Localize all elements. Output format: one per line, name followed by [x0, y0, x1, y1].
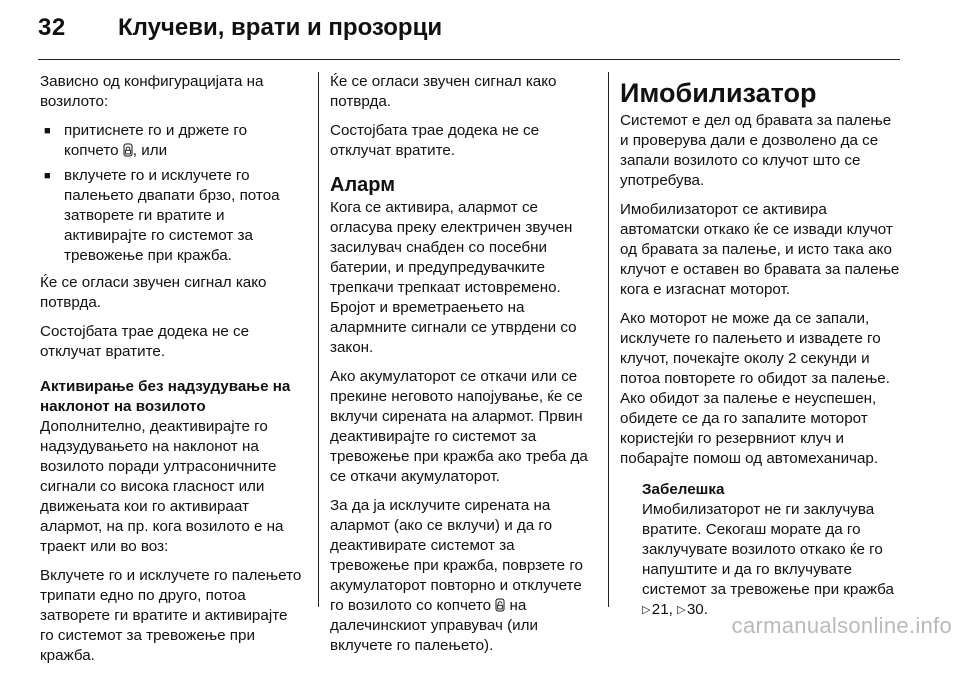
page-ref-arrow-icon: ▷ [677, 604, 686, 616]
note-block [642, 480, 902, 620]
state-paragraph: Состојбата трае додека не се отклучат вратите. [40, 323, 250, 360]
column-divider-2 [608, 72, 609, 607]
start-paragraph: Ако моторот не може да се запали, исклучете го палењето и извадете го клучот, почекајте околу 2 секунди и потоа повторете го обидот за палење. Ако обидот за палење е неуспешен, обидете се да го запалите моторот користејќи го резервниот клуч и побарајте помош од автомеханичар. [620, 310, 890, 467]
bullet-list [40, 121, 302, 266]
section-heading-alarm: Аларм [330, 174, 396, 196]
column-2 [330, 72, 592, 665]
watermark: carmanualsonline.info [731, 613, 952, 638]
header-rule [38, 59, 900, 60]
bullet-1-text-after: , или [132, 142, 168, 159]
ref-separator: , [668, 601, 678, 618]
page-title: Клучеви, врати и прозорци [118, 14, 443, 41]
column-divider-1 [318, 72, 319, 607]
bullet-item-2: ■ вклучете го и исклучете го палењето двапати брзо, потоа затворете ги вратите и активирајте го системот за тревожење при кражба. [40, 166, 302, 266]
siren-text-before: За да ја исклучите сирената на алармот (ако се вклучи) и да го деактивирате системот за тревожење при кражба, поврзете го акумулаторот повторно и отклучете го возилото со копчето [330, 497, 583, 614]
bullet-item-1 [40, 121, 302, 161]
note-body: Имобилизаторот не ги заклучува вратите. Секогаш морате да го заклучувате возилото откако ќе го напуштите и да го вклучувате системот за тревожење при кражба [642, 501, 894, 598]
note-title: Забелешка [642, 481, 725, 498]
page-number: 32 [38, 14, 66, 41]
page-ref-2[interactable]: 30 [686, 601, 704, 618]
sound-paragraph: Ќе се огласи звучен сигнал како потврда. [40, 274, 267, 311]
unlock-key-icon [495, 598, 505, 612]
page-ref-arrow-icon: ▷ [642, 604, 651, 616]
page-ref-1[interactable]: 21 [651, 601, 669, 618]
sound-paragraph: Ќе се огласи звучен сигнал како потврда. [330, 73, 557, 110]
note-end: . [703, 601, 708, 618]
bullet-1-text-before: притиснете го и држете го копчето [64, 122, 248, 159]
auto-paragraph: Имобилизаторот се активира автоматски откако ќе се извади клучот од бравата за палење, и исто така ако клучот е оставен во бравата за палење кога е изгаснат моторот. [620, 201, 900, 298]
alarm-paragraph: Кога се активира, алармот се огласува преку електричен звучен засилувач снабден со посебни батерии, и предупредувачките трепкачи трепкаат истовремено. Бројот и времетраењето на алармните сигнали се утврдени со закон. [330, 199, 577, 356]
note-text [642, 500, 902, 620]
toggle-paragraph: Вклучете го и исклучете го палењето трипати едно по друго, потоа затворете ги вратите и активирајте го системот за тревожење при кражба. [40, 567, 302, 664]
siren-paragraph [330, 496, 592, 656]
battery-paragraph: Ако акумулаторот се откачи или се прекине неговото напојување, ќе се вклучи сирената на алармот. Првин деактивирајте го системот за тревожење при кражба ако треба да се откачи акумулаторот. [330, 368, 588, 485]
intro-paragraph: Зависно од конфигурацијата на возилото: [40, 73, 264, 110]
column-3 [620, 72, 902, 620]
lock-key-icon [123, 143, 133, 157]
additional-paragraph: Дополнително, деактивирајте го надзудувањето на наклонот на возилото поради ултрасоничните сигнали со висока гласност или движењата кои го активираат алармот, на пр. кога возилото е на траект или во воз: [40, 418, 284, 555]
subheading: Активирање без надзудување на наклонот на возилото [40, 378, 291, 415]
system-paragraph: Системот е дел од бравата за палење и проверува дали е дозволено да се запали возилото со клучот што се употребува. [620, 112, 892, 189]
siren-text-after: на далечинскиот управувач (или вклучете го палењето). [330, 597, 538, 654]
page-header [0, 0, 960, 60]
state-paragraph: Состојбата трае додека не се отклучат вратите. [330, 122, 540, 159]
section-heading-immobilizer: Имобилизатор [620, 78, 817, 108]
column-1 [40, 72, 302, 675]
